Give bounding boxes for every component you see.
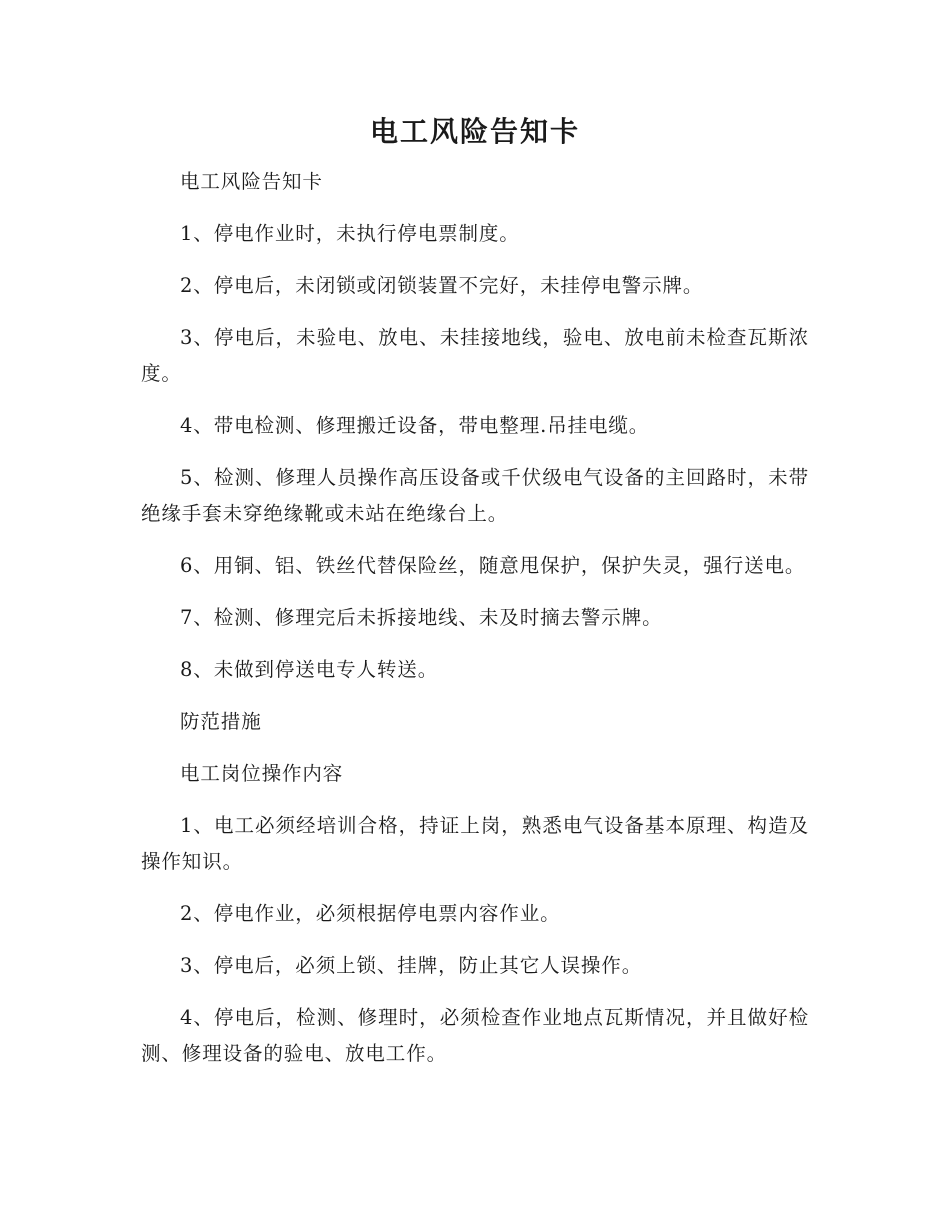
section-heading-prevention: 防范措施 [180,710,262,733]
paragraph-risk-3: 3、停电后，未验电、放电、未挂接地线，验电、放电前未检查瓦斯浓度。 [141,326,809,385]
section-heading-operation: 电工岗位操作内容 [180,762,344,785]
paragraph-measure-4: 4、停电后，检测、修理时，必须检查作业地点瓦斯情况，并且做好检测、修理设备的验电、放电工作。 [141,1006,809,1065]
paragraph-measure-3: 3、停电后，必须上锁、挂牌，防止其它人误操作。 [180,954,643,977]
paragraph-risk-6: 6、用铜、铝、铁丝代替保险丝，随意甩保护，保护失灵，强行送电。 [180,554,806,577]
document-body [141,164,809,1088]
paragraph-risk-5: 5、检测、修理人员操作高压设备或千伏级电气设备的主回路时，未带绝缘手套未穿绝缘靴或未站在绝缘台上。 [141,466,809,525]
document-title: 电工风险告知卡 [369,115,580,148]
paragraph-measure-1: 1、电工必须经培训合格，持证上岗，熟悉电气设备基本原理、构造及操作知识。 [141,814,809,873]
paragraph-risk-1: 1、停电作业时，未执行停电票制度。 [180,222,520,245]
paragraph-risk-7: 7、检测、修理完后未拆接地线、未及时摘去警示牌。 [180,606,663,629]
paragraph-risk-2: 2、停电后，未闭锁或闭锁装置不完好，未挂停电警示牌。 [180,274,704,297]
paragraph-measure-2: 2、停电作业，必须根据停电票内容作业。 [180,902,561,925]
paragraph-card-heading: 电工风险告知卡 [180,170,323,193]
paragraph-risk-8: 8、未做到停送电专人转送。 [180,658,439,681]
paragraph-risk-4: 4、带电检测、修理搬迁设备，带电整理.吊挂电缆。 [180,414,650,437]
